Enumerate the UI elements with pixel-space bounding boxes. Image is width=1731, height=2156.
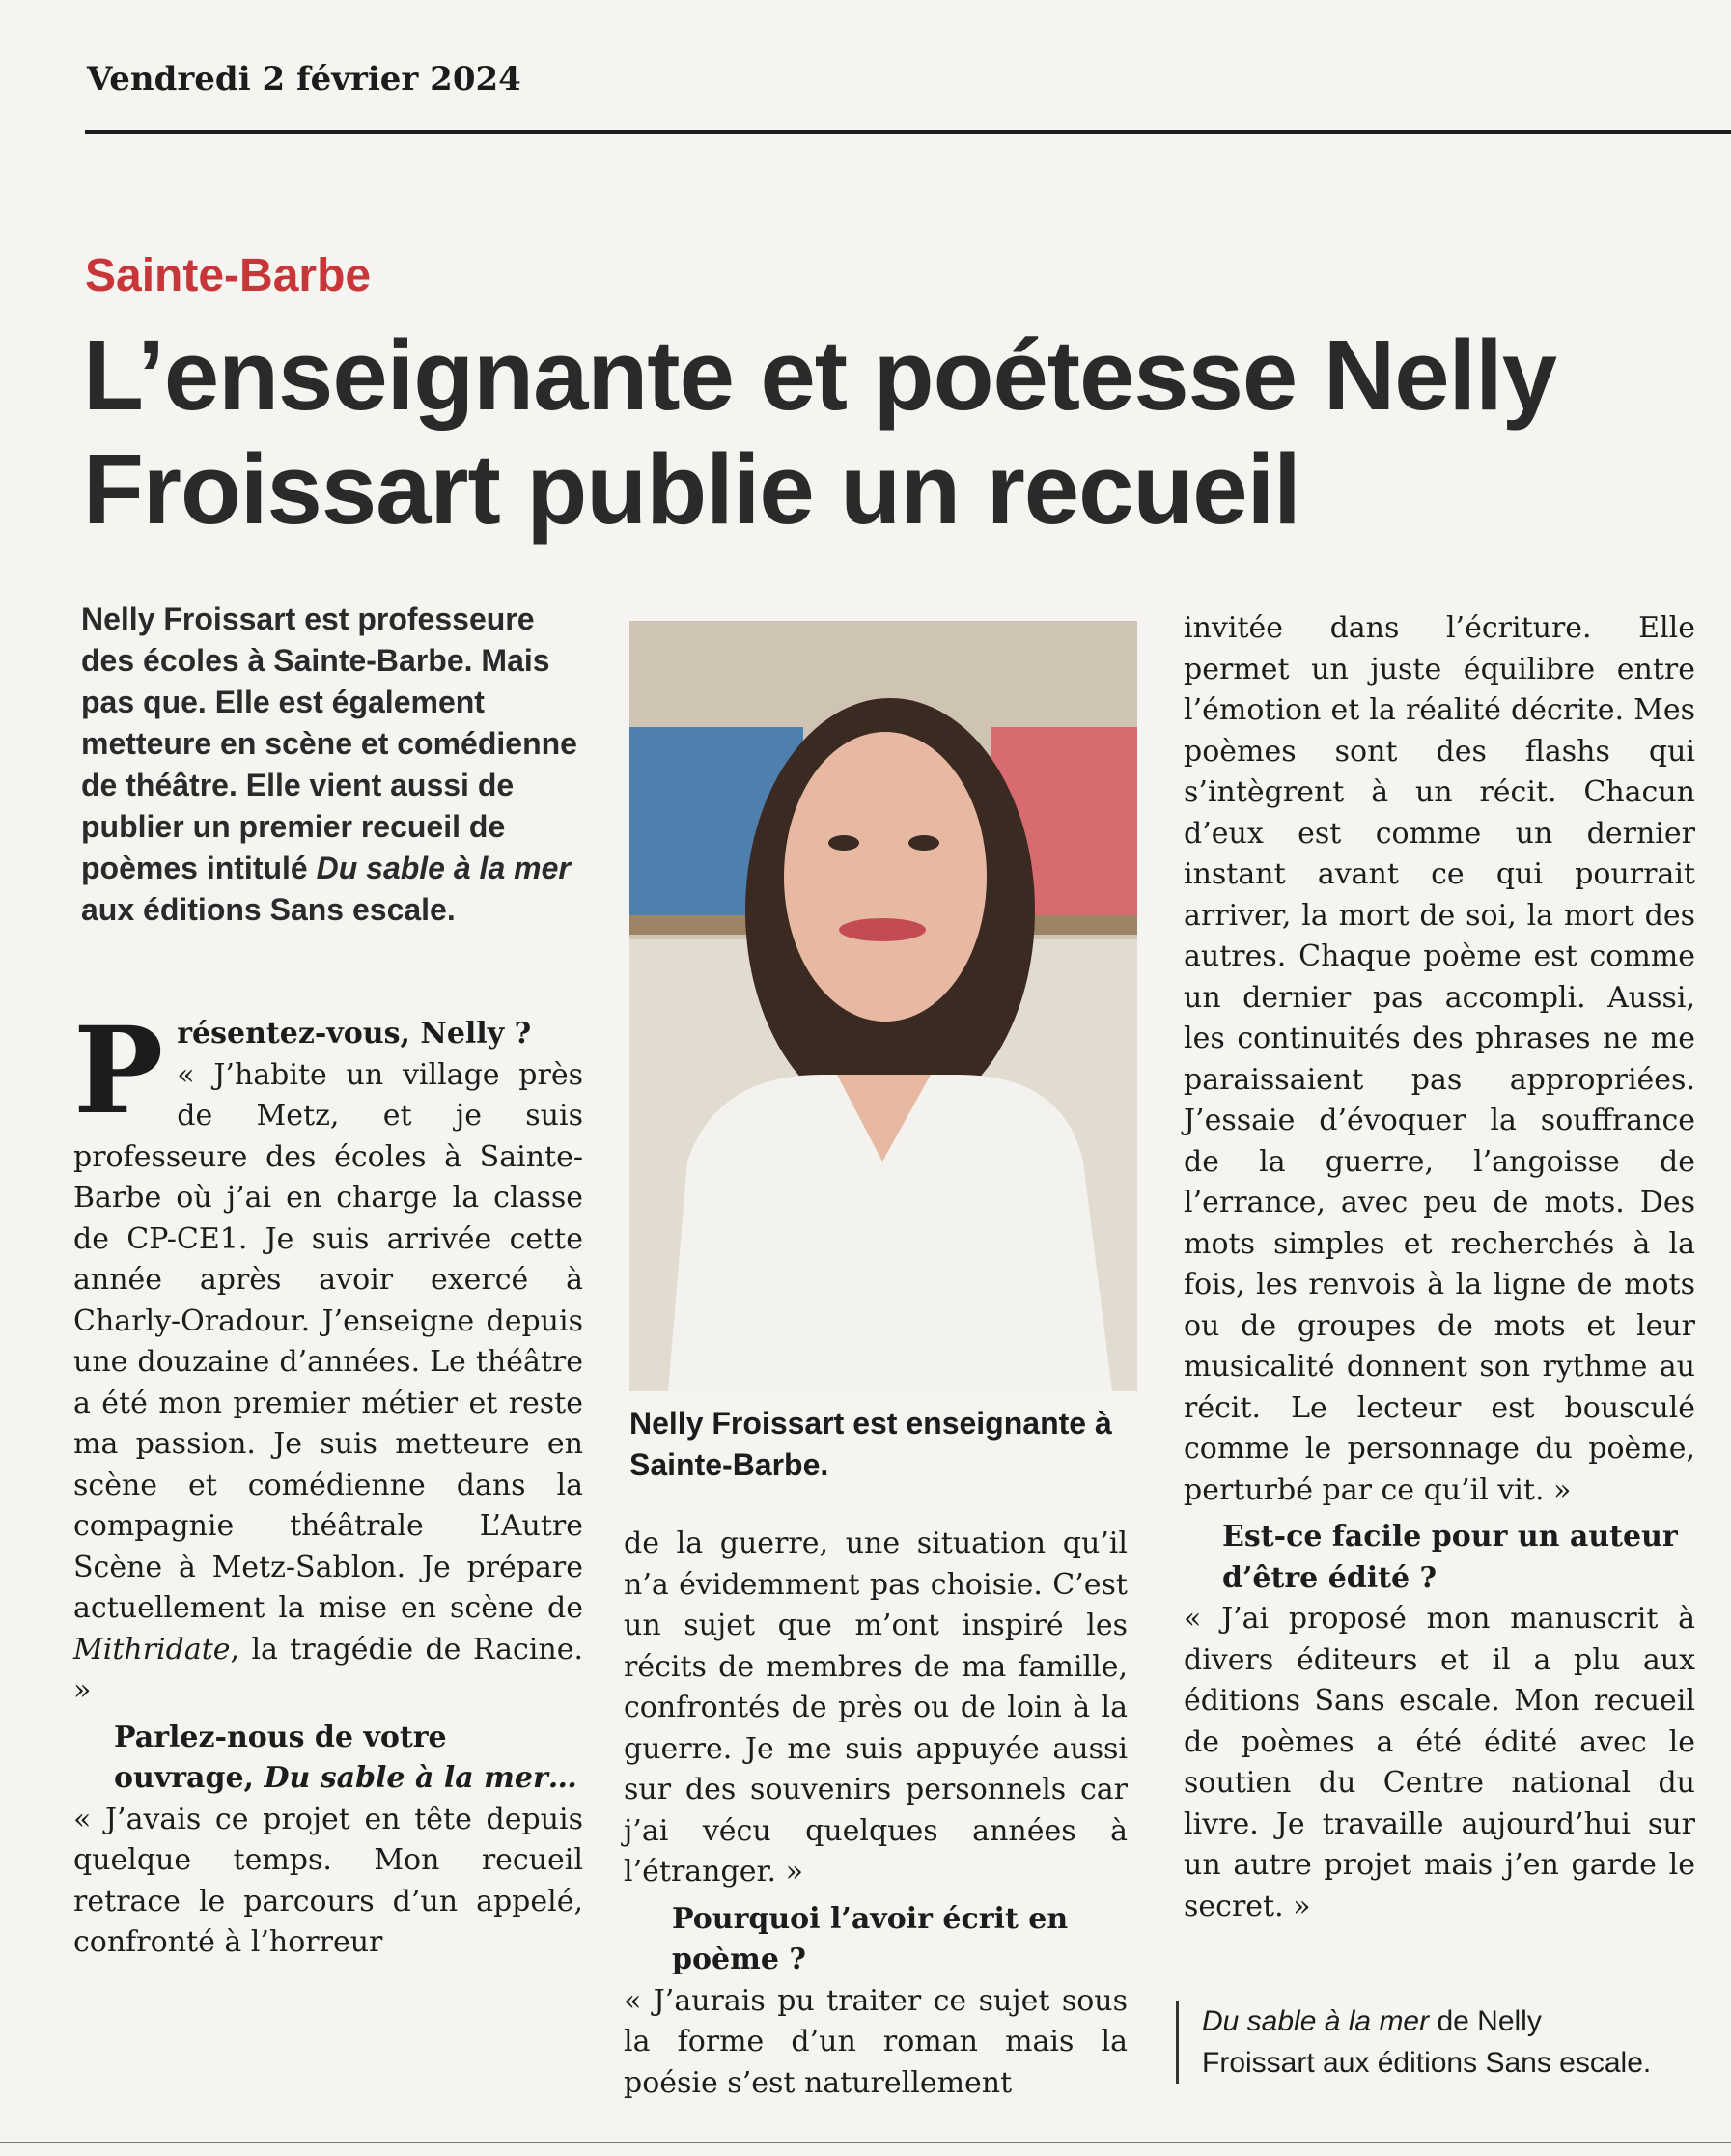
article-headline: L’enseignante et poétesse Nelly Froissart publie un recueil [83,320,1557,545]
answer-3-part-2: invitée dans l’écriture. Elle permet un juste équilibre entre l’émotion et la réalité décrite. Mes poèmes sont des flashs qui s’intègrent à un récit. Chacun d’eux est comme un dernier instant avant ce qui pourrait arriver, la mort de soi, la mort des autres. Chaque poème est comme un dernier pas accompli. Aussi, les continuités des phrases ne me paraissaient pas appropriées. J’essaie d’évoquer la souffrance de la guerre, l’angoisse de l’errance, avec peu de mots. Des mots simples et recherchés à la fois, les renvois à la ligne de mots ou de groupes de mots et leur musicalité donnent son rythme au récit. Le lecteur est bousculé comme le personnage du poème, perturbé par ce qu’il vit. » [1184,611,1695,1507]
answer-2-part-2: de la guerre, une situation qu’il n’a évidemment pas choisie. C’est un sujet que m’ont inspiré les récits de membres de ma famille, confrontés de près ou de loin à la guerre. Je me suis appuyée aussi sur des souvenirs personnels car j’ai vécu quelques années à l’étranger. » [624,1526,1128,1889]
column-2 [624,1524,1128,2104]
portrait-photo [629,621,1137,1391]
bottom-rule [0,2142,1731,2143]
drop-cap: P [73,1001,164,1141]
portrait-illustration [629,621,1137,1391]
answer-2-part-1: « J’avais ce projet en tête depuis quelque temps. Mon recueil retrace le parcours d’un appelé, confronté à l’horreur [73,1802,583,1959]
column-3 [1184,608,1695,1927]
answer-4: « J’ai proposé mon manuscrit à divers éditeurs et il a plu aux éditions Sans escale. Mon recueil de poèmes a été édité avec le soutien du Centre national du livre. Je travaille aujourd’hui sur un autre projet mais j’en garde le secret. » [1184,1602,1695,1923]
answer-3-part-1: « J’aurais pu traiter ce sujet sous la forme d’un roman mais la poésie s’est naturellement [624,1983,1128,2100]
section-rubric: Sainte-Barbe [85,250,372,301]
article-lead: Nelly Froissart est professeure des écoles à Sainte-Barbe. Mais pas que. Elle est également metteure en scène et comédienne de théâtre. Elle vient aussi de publier un premier recueil de poèmes intitulé Du sable à la mer aux éditions Sans escale. [81,602,577,927]
question-2: Parlez-nous de votre ouvrage, Du sable à la mer… [114,1720,577,1795]
photo-caption: Nelly Froissart est enseignante à Sainte-Barbe. [629,1406,1112,1482]
question-1: résentez-vous, Nelly ? [177,1017,532,1050]
question-3: Pourquoi l’avoir écrit en poème ? [672,1901,1069,1976]
header-rule [85,130,1731,134]
book-reference: Du sable à la mer de Nelly Froissart aux éditions Sans escale. [1176,2001,1656,2084]
question-4: Est-ce facile pour un auteur d’être édité ? [1222,1520,1678,1595]
answer-1: « J’habite un village près de Metz, et je suis professeure des écoles à Sainte-Barbe où j’ai en charge la classe de CP-CE1. Je suis arrivée cette année après avoir exercé à Charly-Oradour. J’enseigne depuis une douzaine d’années. Le théâtre a été mon premier métier et reste ma passion. Je suis metteure en scène et comédienne dans la compagnie théâtrale L’Autre Scène à Metz-Sablon. Je prépare actuellement la mise en scène de Mithridate, la tragédie de Racine. » [73,1057,583,1707]
issue-date: Vendredi 2 février 2024 [87,60,521,98]
column-1 [73,1001,583,1964]
